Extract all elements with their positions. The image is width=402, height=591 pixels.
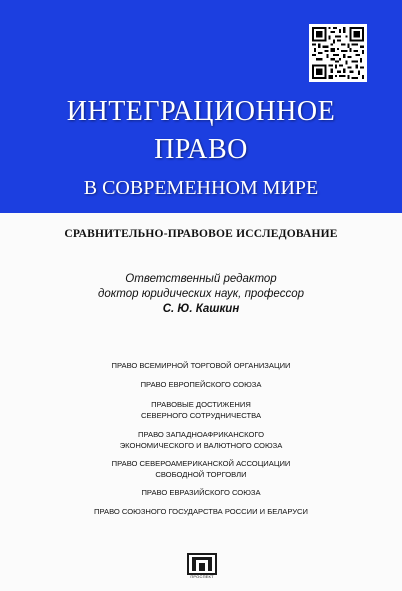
editor-degree: доктор юридических наук, профессор (97, 288, 304, 300)
topic-line: ПРАВО ЕВРОПЕЙСКОГО СОЮЗА (140, 380, 262, 389)
topic-line: ПРАВО СОЮЗНОГО ГОСУДАРСТВА РОССИИ И БЕЛАРУСИ (94, 507, 308, 516)
topic-line: ПРАВО ВСЕМИРНОЙ ТОРГОВОЙ ОРГАНИЗАЦИИ (111, 361, 291, 370)
topic-item (0, 400, 402, 421)
topic-item (0, 488, 402, 499)
topic-line: СЕВЕРНОГО СОТРУДНИЧЕСТВА (140, 410, 262, 420)
subtitle: В СОВРЕМЕННОМ МИРЕ (83, 177, 319, 199)
topic-line: ПРАВО ЗАПАДНОАФРИКАНСКОГО (137, 430, 265, 439)
qr-code-graphic (312, 27, 364, 79)
title-line-1: ИНТЕГРАЦИОННОЕ (66, 96, 336, 127)
qr-code-icon (309, 24, 367, 82)
topic-item (0, 459, 402, 480)
study-type: СРАВНИТЕЛЬНО-ПРАВОВОЕ ИССЛЕДОВАНИЕ (64, 228, 338, 240)
topic-line: СВОБОДНОЙ ТОРГОВЛИ (155, 469, 247, 479)
topic-item (0, 507, 402, 518)
topic-item (0, 361, 402, 372)
editor-role: Ответственный редактор (125, 273, 277, 285)
topic-line: ПРАВО СЕВЕРОАМЕРИКАНСКОЙ АССОЦИАЦИИ (111, 459, 291, 468)
topic-line: ПРАВОВЫЕ ДОСТИЖЕНИЯ (151, 400, 251, 409)
publisher-logo-graphic (187, 553, 217, 575)
topic-item (0, 380, 402, 391)
editor-block (0, 272, 402, 317)
editor-name: С. Ю. Кашкин (162, 303, 240, 315)
publisher-logo-text: ПРОСПЕКТ (190, 574, 214, 579)
title-line-2: ПРАВО (154, 134, 248, 165)
topic-line: ПРАВО ЕВРАЗИЙСКОГО СОЮЗА (141, 488, 261, 497)
topic-item (0, 430, 402, 451)
title-band (0, 0, 402, 213)
topic-line: ЭКОНОМИЧЕСКОГО И ВАЛЮТНОГО СОЮЗА (119, 440, 283, 450)
